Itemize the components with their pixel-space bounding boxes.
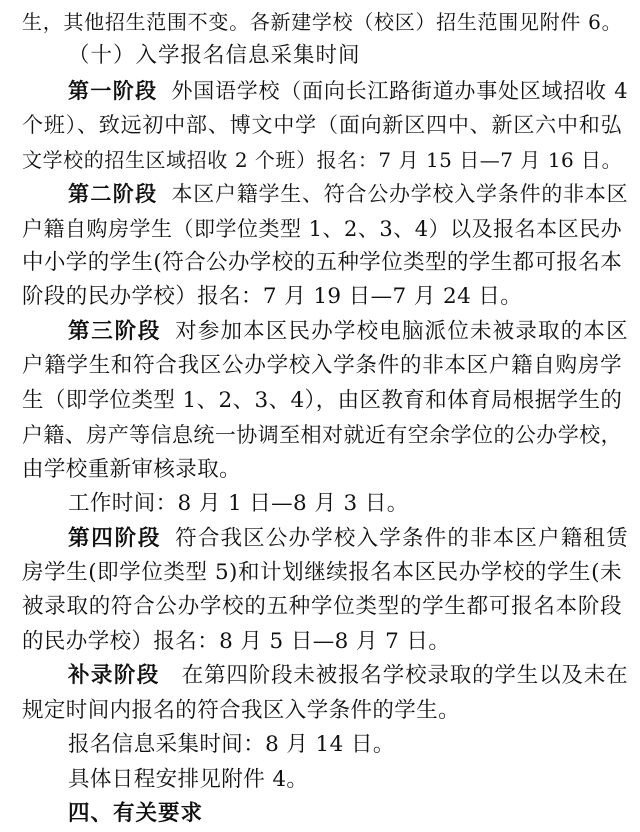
stage3-line-3: 生（即学位类型 1、2、3、4），由区教育和体育局根据学生的 [22,387,623,413]
paragraph-continuation-line: 生，其他招生范围不变。各新建学校（校区）招生范围见附件 6。 [22,10,622,34]
stage2-line-3: 中小学的学生(符合公办学校的五种学位类型的学生都可报名本 [22,250,623,276]
stage4-label: 第四阶段 [68,525,162,551]
stage3-label: 第三阶段 [68,318,162,344]
stage3-line-5: 由学校重新审核录取。 [22,456,242,482]
section-heading-10: （十）入学报名信息采集时间 [68,43,361,69]
stage2-text-1: 本区户籍学生、符合公办学校入学条件的非本区 [171,182,628,207]
stage3-first-line [68,314,628,350]
supplement-first-line [68,658,628,694]
stage4-text-1: 符合我区公办学校入学条件的非本区户籍租赁 [175,525,628,551]
section-4-heading: 四、有关要求 [68,801,204,826]
stage3-line-4: 户籍、房产等信息统一协调至相对就近有空余学位的公办学校， [22,423,622,448]
stage4-first-line [68,521,628,557]
supplement-text-1: 在第四阶段未被报名学校录取的学生以及未在 [181,663,628,689]
stage3-line-2: 户籍学生和符合我区公办学校入学条件的非本区户籍自购房学 [22,353,622,379]
schedule-note: 具体日程安排见附件 4。 [68,766,309,792]
stage2-line-2: 户籍自购房学生（即学位类型 1、2、3、4）以及报名本区民办 [22,216,622,241]
stage2-label: 第二阶段 [68,181,158,207]
supplement-label: 补录阶段 [68,663,160,689]
stage1-label: 第一阶段 [68,77,158,103]
collection-time: 报名信息采集时间：8 月 14 日。 [68,732,395,758]
stage4-line-4: 的民办学校）报名：8 月 5 日—8 月 7 日。 [22,628,451,654]
stage2-first-line [68,176,628,212]
stage4-line-2: 房学生(即学位类型 5)和计划继续报名本区民办学校的学生(未 [22,559,622,585]
stage3-text-1: 对参加本区民办学校电脑派位未被录取的本区 [175,318,628,344]
stage1-first-line [68,73,628,109]
stage1-line-3: 文学校的招生区域招收 2 个班）报名：7 月 15 日—7 月 16 日。 [22,147,622,172]
stage1-text-1: 外国语学校（面向长江路街道办事处区域招收 4 [171,78,628,103]
supplement-line-2: 规定时间内报名的符合我区入学条件的学生。 [22,697,461,723]
stage4-line-3: 被录取的符合公办学校的五种学位类型的学生都可报名本阶段 [22,594,622,620]
stage2-line-4: 阶段的民办学校）报名：7 月 19 日—7 月 24 日。 [22,284,523,310]
stage3-work-time: 工作时间：8 月 1 日—8 月 3 日。 [68,491,409,517]
stage1-line-2: 个班）、致远初中部、博文中学（面向新区四中、新区六中和弘 [22,113,622,138]
